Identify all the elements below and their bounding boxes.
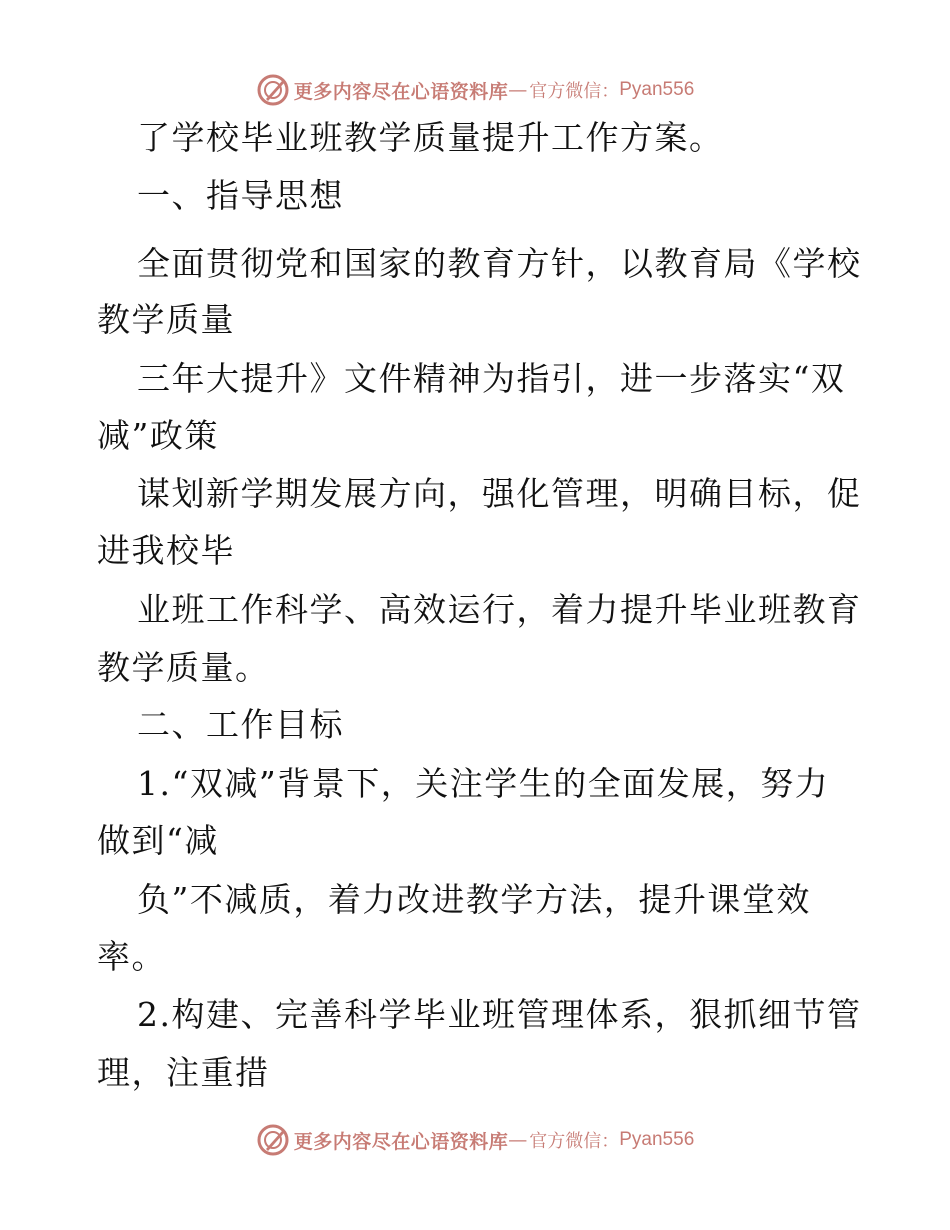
text-line: 业班工作科学、高效运行，着力提升毕业班教育: [137, 590, 862, 629]
section-heading: 一、指导思想: [137, 176, 344, 215]
watermark-text: 更多内容尽在心语资料库: [293, 1130, 509, 1153]
text-line: 理，注重措: [97, 1053, 270, 1092]
text-line: 教学质量: [97, 300, 235, 339]
watermark-official: 官方微信：: [529, 81, 620, 102]
text-line: 做到“减: [97, 821, 219, 860]
watermark-text: 更多内容尽在心语资料库: [293, 80, 509, 103]
watermark-id: Pyan556: [619, 79, 695, 100]
header-watermark: [0, 70, 950, 110]
text-line: 减”政策: [97, 416, 219, 455]
logo-icon: [256, 1123, 290, 1157]
footer-watermark: [0, 1120, 950, 1160]
text-line: 教学质量。: [97, 648, 270, 687]
text-line: 了学校毕业班教学质量提升工作方案。: [137, 118, 724, 157]
watermark-separator: —: [508, 79, 528, 101]
text-line: 三年大提升》文件精神为指引，进一步落实“双: [137, 359, 846, 398]
watermark-separator: —: [508, 1129, 528, 1151]
text-line: 率。: [97, 937, 166, 976]
text-line: 进我校毕: [97, 531, 235, 570]
text-line: 1.“双减”背景下，关注学生的全面发展，努力: [137, 764, 830, 803]
section-heading: 二、工作目标: [137, 705, 344, 744]
watermark-id: Pyan556: [619, 1129, 695, 1150]
logo-icon: [256, 73, 290, 107]
text-line: 全面贯彻党和国家的教育方针，以教育局《学校: [137, 244, 862, 283]
watermark-official: 官方微信：: [529, 1131, 620, 1152]
text-line: 负”不减质，着力改进教学方法，提升课堂效: [137, 880, 811, 919]
text-line: 谋划新学期发展方向，强化管理，明确目标，促: [137, 474, 862, 513]
text-line: 2.构建、完善科学毕业班管理体系，狠抓细节管: [137, 995, 862, 1034]
